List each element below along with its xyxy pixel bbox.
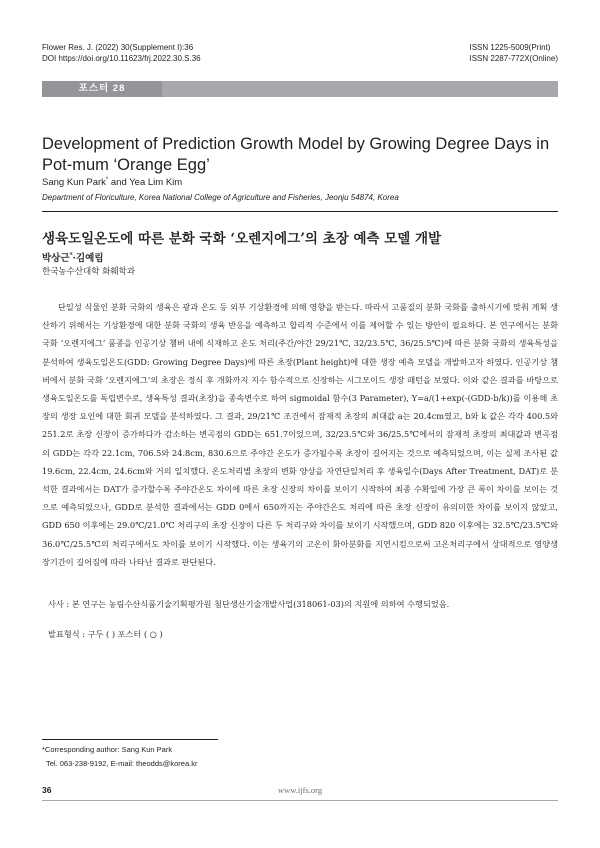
contact-info: Tel. 063-238-9192, E-mail: theodds@korea.kr <box>46 759 198 768</box>
co-author-name-ko: ·김예림 <box>72 253 104 264</box>
footer-divider <box>42 800 558 801</box>
journal-header-left <box>42 42 201 64</box>
journal-citation: Flower Res. J. (2022) 30(Supplement I):36 <box>42 43 194 52</box>
authors-korean <box>42 250 104 264</box>
affiliation-korean: 한국농수산대학 화훼학과 <box>42 267 136 277</box>
corresponding-mark: * <box>105 177 109 183</box>
author-name: Sang Kun Park <box>42 177 106 189</box>
abstract-body: 단일성 식물인 분화 국화의 생육은 광과 온도 등 외부 기상환경에 의해 영향을 받는다. 따라서 고품질의 분화 국화를 출하시기에 맞춰 계획 생산하기 위해서는 기상환경에 대한 분화 국화의 생육 반응을 예측하고 합리적 수준에서 이를 제어할 수 있는 방안이 필요하다. 본 연구에서는 분화 국화 ‘오렌지에그’ 품종을 인공기상 챔버 내에 식재하고 온도 처리(주간/야간 29/21℃, 32/23.5℃, 36/25.5℃)에 따른 분화 국화의 생육특성을 분석하여 생육도일온도(GDD: Growing Degree Days)에 따른 초장(Plant height)에 대한 생장 예측 모델을 개발하고자 하였다. 인공기상 챔버에서 분화 국화 ‘오렌지에그’의 초장은 정식 후 개화까지 지수 함수적으로 신장하는 시그모이드 생장 패턴을 보였다. 이와 같은 결과를 바탕으로 생육도일온도를 독립변수로, 생육특성 결과(초장)을 종속변수로 하여 sigmoidal 함수(3 Parameter), Y=a/(1+exp(-(GDD-b/k))를 이용해 초장의 생장 요인에 대한 회귀 모델을 분석하였다. 그 결과, 29/21℃ 조건에서 잠재적 초장의 최대값 a는 20.4cm였고, b와 k 값은 각각 400.5와 251.2로 초장 신장이 증가하다가 감소하는 변곡점의 GDD는 651.7이었으며, 32/23.5℃와 36/25.5℃에서의 잠재적 초장의 최대값과 변곡점의 GDD는 각각 22.1cm, 706.5와 24.8cm, 830.6으로 주야간 온도가 증가될수록 초장이 길어지는 것으로 예측되었으며, 이는 실제 조사된 값 19.6cm, 22.4cm, 24.6cm와 거의 일치했다. 온도처리별 초장의 변화 양상을 자연단일처리 후 생육일수(Days After Treatment, DAT)로 분석한 결과에서는 DAT가 증가할수록 주야간온도 차이에 따른 초장 신장의 차이를 보이기 시작하여 최종 수확일에 가장 큰 폭이 차이를 보이는 것으로 예측되었으나, GDD로 분석한 결과에서는 GDD 0에서 650까지는 주야간온도 처리에 따른 초장 신장이 유의미한 차이를 보이지 않았고, GDD 650 이후에는 29.0℃/21.0℃ 처리구의 초장 신장이 다른 두 처리구와 차이를 보이기 시작했으며, GDD 820 이후에는 32.5℃/23.5℃와 36.0℃/25.5℃의 처리구에서도 차이를 보이기 시작했다. 이는 생육기의 고온이 화아분화를 지연시킴으로써 고온처리구에서 상대적으로 영양생장기간이 길어짐에 따라 나타난 결과로 판단된다. <box>42 302 558 567</box>
paper-title-korean: 생육도일온도에 따른 분화 국화 ‘오렌지에그’의 초장 예측 모델 개발 <box>42 231 442 248</box>
journal-url[interactable]: www.ijfs.org <box>277 785 323 795</box>
doi-link[interactable]: DOI https://doi.org/10.11623/frj.2022.30.S.36 <box>42 54 201 63</box>
authors-english <box>42 177 182 188</box>
corresponding-author-note: *Corresponding author: Sang Kun Park <box>42 745 173 754</box>
co-author-name: and Yea Lim Kim <box>108 177 183 189</box>
affiliation-english: Department of Floriculture, Korea National College of Agriculture and Fisheries, Jeonju 54874, Korea <box>42 193 399 202</box>
acknowledgement: 사사 : 본 연구는 농림수산식품기술기획평가원 첨단생산기술개발사업(318061-03)의 지원에 의하여 수행되었음. <box>48 599 450 609</box>
page-number: 36 <box>42 785 52 795</box>
presentation-format: 발표형식 : 구두 ( ) 포스터 ( ○ ) <box>48 629 163 639</box>
author-name-ko: 박상근 <box>42 253 70 264</box>
issn-print: ISSN 1225-5009(Print) <box>469 43 551 52</box>
corresponding-mark-ko: * <box>69 251 73 259</box>
issn-online: ISSN 2287-772X(Online) <box>469 54 558 63</box>
poster-label: 포스터 28 <box>42 81 162 97</box>
journal-header-right <box>470 42 559 64</box>
title-divider <box>42 211 558 212</box>
paper-title-english: Development of Prediction Growth Model by Growing Degree Days in Pot-mum ‘Orange Egg’ <box>42 135 550 175</box>
footnote-divider <box>42 739 218 740</box>
